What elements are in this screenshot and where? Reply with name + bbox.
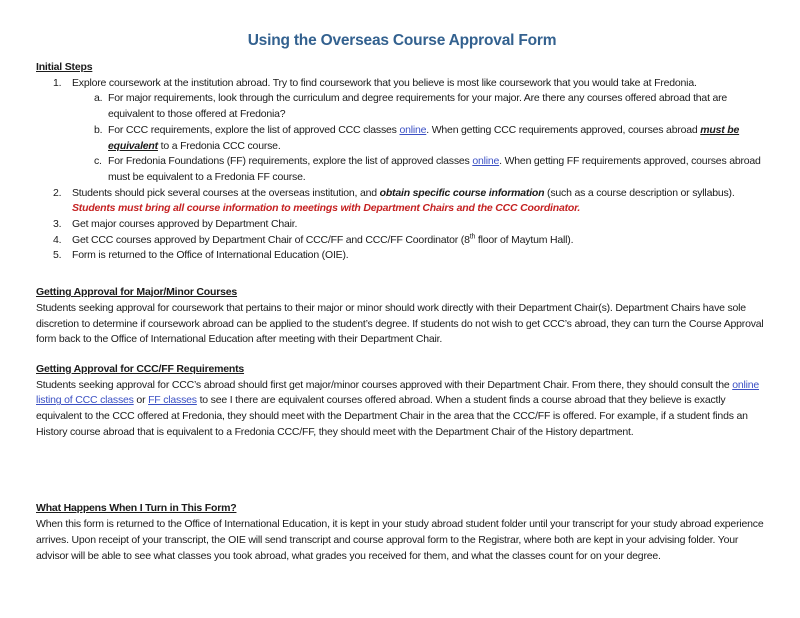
list-marker: 4. [53, 233, 62, 246]
step-5 [36, 248, 768, 264]
step-4-pre: Get CCC courses approved by Department Chair of CCC/FF and CCC/FF Coordinator (8 [72, 233, 470, 246]
ccc-classes-online-link[interactable]: online [399, 123, 427, 136]
section-heading-turn-in: What Happens When I Turn in This Form? [36, 502, 237, 515]
red-warning-text: Students must bring all course information to meetings with Department Chairs and the CCC Coordinator. [72, 202, 581, 215]
online-listing-ccc-classes-link[interactable]: online listing of CCC classes [36, 378, 760, 407]
step-4 [36, 233, 768, 249]
list-marker: 1. [53, 76, 62, 89]
step-3-text: Get major courses approved by Department Chair. [72, 218, 298, 231]
document-title: Using the Overseas Course Approval Form [247, 32, 557, 49]
step-4-post: floor of Maytum Hall). [475, 233, 574, 246]
step-1c-post: . When getting FF requirements approved, courses abroad must be equivalent to a Fredonia FF course. [108, 155, 761, 183]
step-2-pre: Students should pick several courses at the overseas institution, and [72, 186, 380, 199]
section-heading-major-minor: Getting Approval for Major/Minor Courses [36, 286, 238, 299]
section-turn-in [36, 501, 768, 564]
step-1c-text [108, 154, 768, 185]
list-marker: 3. [53, 218, 62, 231]
step-2 [36, 186, 768, 217]
ccc-ff-paragraph [36, 378, 768, 441]
step-2-text [72, 186, 768, 217]
ccc-ff-post: to see I there are equivalent courses offered abroad. When a student finds a course abroad that they believe is exactly equivalent to the CCC offered at Fredonia, they should meet with the Department Chair in the area that the CCC/FF is offered. For example, if a student finds an History course abroad that is equivalent to a Fredonia CCC/FF, they should meet with the Department Chair of the History department. [36, 394, 748, 438]
list-marker: 5. [53, 249, 62, 262]
step-1 [36, 76, 768, 92]
list-marker: c. [94, 155, 102, 168]
step-1b-post: to a Fredonia CCC course. [157, 139, 281, 152]
step-4-text [72, 233, 768, 249]
major-minor-paragraph: Students seeking approval for coursework that pertains to their major or minor should work directly with their Department Chair(s). Department Chairs have sole discretion to determine if coursework abroad can be applied to the student’s degree. If students do not wish to get CCC’s abroad, they can turn the Course Approval form back to the Office of International Education after meeting with their Department Chair. [36, 301, 764, 346]
obtain-course-info-emphasis: obtain specific course information [379, 186, 545, 199]
step-1a [36, 91, 768, 122]
section-ccc-ff [36, 362, 768, 441]
ccc-ff-mid: or [133, 394, 149, 407]
list-marker: 2. [53, 186, 62, 199]
step-5-text: Form is returned to the Office of International Education (OIE). [72, 249, 349, 262]
step-3 [36, 217, 768, 233]
turn-in-paragraph: When this form is returned to the Office of International Education, it is kept in your study abroad student folder until your transcript for your study abroad experience arrives. Upon receipt of your transcript, the OIE will send transcript and course approval form to the Registrar, where both are kept in your advising folder. Your advisor will be able to see what classes you took abroad, what grades you received for them, and what the classes count for on your degree. [36, 518, 764, 562]
step-1b-mid: . When getting CCC requirements approved, courses abroad [426, 123, 701, 136]
list-marker: a. [94, 92, 103, 105]
section-major-minor [36, 285, 768, 348]
list-marker: b. [94, 123, 103, 136]
step-1-text: Explore coursework at the institution abroad. Try to find coursework that you believe is most like coursework that you would take at Fredonia. [72, 76, 697, 89]
section-heading-ccc-ff: Getting Approval for CCC/FF Requirements [36, 362, 245, 375]
ccc-ff-pre: Students seeking approval for CCC’s abroad should first get major/minor courses approved with their Department Chair. From there, they should consult the [36, 378, 733, 391]
step-1c-pre: For Fredonia Foundations (FF) requirements, explore the list of approved classes [108, 155, 473, 168]
step-1c [36, 154, 768, 185]
step-1b-text [108, 123, 768, 154]
ff-classes-online-link[interactable]: online [472, 155, 500, 168]
step-1b [36, 123, 768, 154]
ff-classes-link[interactable]: FF classes [148, 394, 197, 407]
section-heading-initial-steps: Initial Steps [36, 61, 93, 73]
ordinal-superscript: th [469, 233, 476, 241]
must-be-equivalent-emphasis: must be equivalent [108, 123, 740, 152]
step-1b-pre: For CCC requirements, explore the list of approved CCC classes [108, 123, 400, 136]
step-2-post: (such as a course description or syllabus). [544, 186, 735, 199]
step-1a-text: For major requirements, look through the curriculum and degree requirements for your major. Are there any courses offered abroad that are equivalent to those offered at Fredonia? [108, 92, 728, 121]
